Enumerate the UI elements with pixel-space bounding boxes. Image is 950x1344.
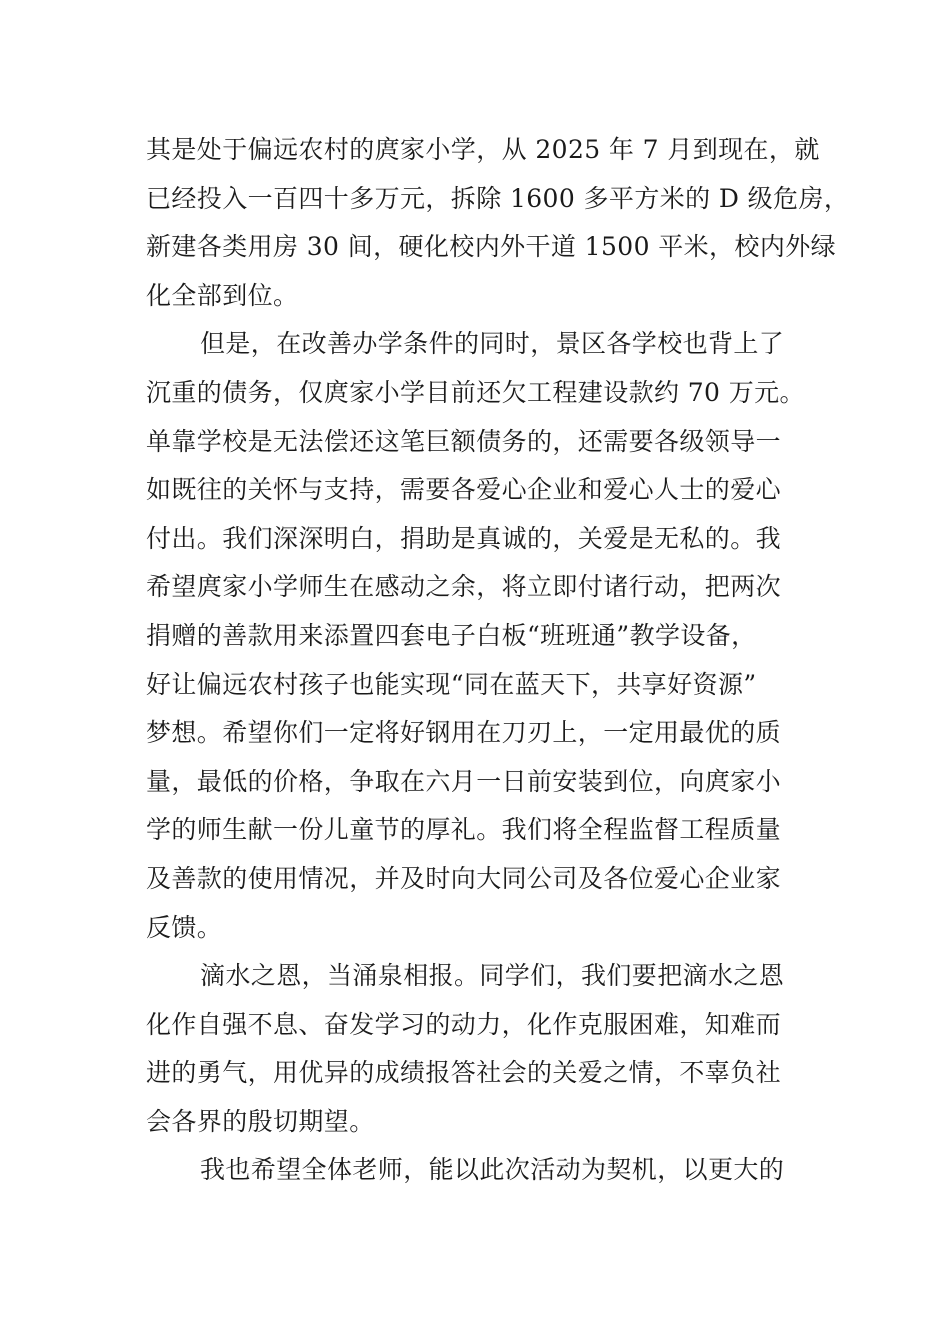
text-line: 好让偏远农村孩子也能实现“同在蓝天下，共享好资源” (146, 669, 757, 699)
text-line: 新建各类用房 30 间，硬化校内外干道 1500 平米，校内外绿 (146, 232, 837, 262)
text-line: 量，最低的价格，争取在六月一日前安装到位，向庹家小 (146, 766, 782, 796)
paragraph-start-line: 滴水之恩，当涌泉相报。同学们，我们要把滴水之恩 (200, 961, 785, 991)
paragraph-start-line: 我也希望全体老师，能以此次活动为契机，以更大的 (200, 1155, 785, 1185)
text-line: 单靠学校是无法偿还这笔巨额债务的，还需要各级领导一 (146, 426, 782, 456)
text-line: 捐赠的善款用来添置四套电子白板“班班通”教学设备， (146, 620, 757, 650)
paragraph-start-line: 但是，在改善办学条件的同时，景区各学校也背上了 (200, 329, 785, 359)
text-line: 化作自强不息、奋发学习的动力，化作克服困难，知难而 (146, 1009, 782, 1039)
text-line: 沉重的债务，仅庹家小学目前还欠工程建设款约 70 万元。 (146, 377, 805, 407)
text-line: 希望庹家小学师生在感动之余，将立即付诸行动，把两次 (146, 572, 782, 602)
text-line: 反馈。 (146, 912, 223, 942)
text-line: 付出。我们深深明白，捐助是真诚的，关爱是无私的。我 (146, 523, 782, 553)
text-line: 学的师生献一份儿童节的厚礼。我们将全程监督工程质量 (146, 815, 782, 845)
text-line: 及善款的使用情况，并及时向大同公司及各位爱心企业家 (146, 863, 782, 893)
text-line: 进的勇气，用优异的成绩报答社会的关爱之情，不辜负社 (146, 1058, 782, 1088)
text-line: 其是处于偏远农村的庹家小学，从 2025 年 7 月到现在，就 (146, 135, 820, 164)
text-line: 梦想。希望你们一定将好钢用在刀刃上，一定用最优的质 (146, 718, 782, 748)
text-line: 化全部到位。 (146, 280, 299, 310)
body-text (146, 126, 850, 1195)
text-line: 如既往的关怀与支持，需要各爱心企业和爱心人士的爱心 (146, 475, 782, 505)
text-line: 已经投入一百四十多万元，拆除 1600 多平方米的 D 级危房， (146, 183, 850, 213)
text-line: 会各界的殷切期望。 (146, 1106, 375, 1136)
